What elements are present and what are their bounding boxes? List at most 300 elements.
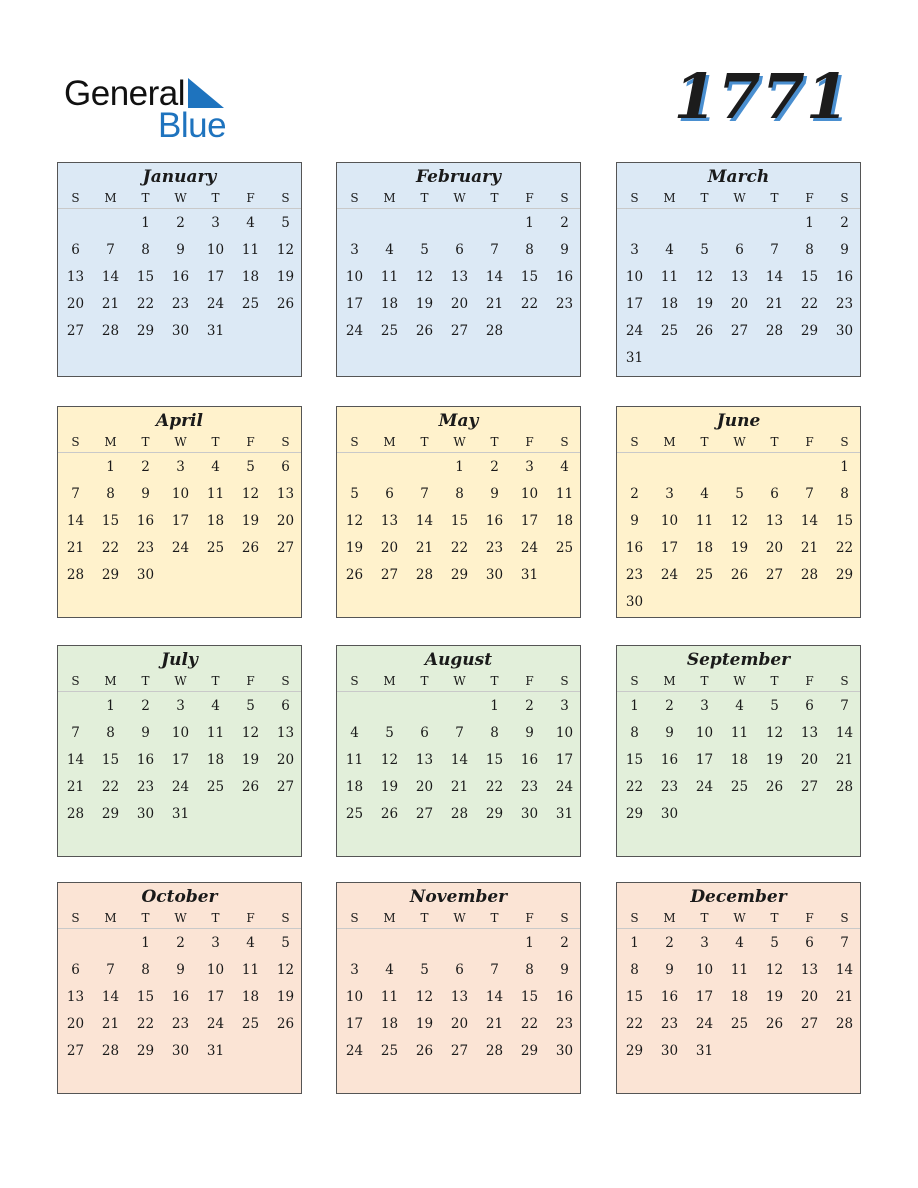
empty-cell	[442, 210, 477, 237]
day-cell: 3	[665, 486, 674, 502]
weekday-label: W	[174, 674, 187, 688]
day-cell: 19	[730, 540, 749, 556]
day-cell: 18	[206, 752, 225, 768]
day-cell: 8	[141, 242, 150, 258]
day-cell: 15	[800, 269, 819, 285]
weekday-label: T	[420, 674, 429, 688]
day-cell: 10	[206, 242, 225, 258]
day-cell: 18	[241, 989, 260, 1005]
day-cell: 26	[241, 540, 260, 556]
weekday-label: S	[560, 911, 569, 925]
day-cell: 24	[345, 1043, 364, 1059]
day-cell: 25	[241, 296, 260, 312]
day-cell: 16	[835, 269, 854, 285]
day-cell: 30	[171, 323, 190, 339]
day-cell: 11	[730, 962, 749, 978]
day-cell: 12	[380, 752, 399, 768]
day-cell: 14	[835, 725, 854, 741]
empty-cell	[58, 210, 93, 237]
day-cell: 29	[800, 323, 819, 339]
day-cell: 23	[625, 567, 644, 583]
weekday-label: T	[420, 435, 429, 449]
weekday-header	[58, 909, 301, 929]
weekday-label: F	[525, 674, 534, 688]
day-cell: 25	[380, 323, 399, 339]
day-cell: 4	[211, 459, 220, 475]
weekday-label: T	[700, 674, 709, 688]
day-cell: 4	[665, 242, 674, 258]
weekday-label: S	[281, 435, 290, 449]
day-grid	[58, 692, 301, 828]
day-cell: 9	[141, 486, 150, 502]
month-january	[57, 162, 302, 377]
day-cell: 5	[700, 242, 709, 258]
empty-cell	[337, 454, 372, 481]
weekday-label: T	[211, 191, 220, 205]
day-cell: 28	[450, 806, 469, 822]
day-cell: 24	[695, 1016, 714, 1032]
logo-triangle-icon	[188, 78, 224, 108]
day-cell: 4	[735, 698, 744, 714]
month-february	[336, 162, 581, 377]
day-cell: 1	[106, 698, 115, 714]
day-cell: 17	[695, 989, 714, 1005]
day-grid	[337, 692, 580, 828]
day-cell: 17	[555, 752, 574, 768]
day-cell: 25	[345, 806, 364, 822]
logo-general-text: General	[64, 74, 186, 113]
weekday-label: F	[246, 435, 255, 449]
day-cell: 16	[555, 269, 574, 285]
day-cell: 2	[525, 698, 534, 714]
day-cell: 21	[66, 779, 85, 795]
day-cell: 13	[450, 989, 469, 1005]
day-cell: 4	[211, 698, 220, 714]
day-cell: 6	[281, 698, 290, 714]
weekday-label: F	[805, 435, 814, 449]
weekday-label: T	[490, 674, 499, 688]
weekday-label: F	[525, 911, 534, 925]
weekday-label: T	[211, 911, 220, 925]
empty-cell	[792, 454, 827, 481]
day-cell: 13	[800, 962, 819, 978]
day-cell: 7	[840, 935, 849, 951]
empty-cell	[407, 454, 442, 481]
day-cell: 18	[345, 779, 364, 795]
weekday-label: T	[420, 191, 429, 205]
empty-cell	[407, 930, 442, 957]
day-cell: 17	[695, 752, 714, 768]
day-cell: 31	[555, 806, 574, 822]
weekday-label: S	[350, 911, 359, 925]
day-cell: 21	[450, 779, 469, 795]
day-cell: 7	[106, 242, 115, 258]
day-cell: 7	[490, 242, 499, 258]
day-cell: 18	[730, 989, 749, 1005]
day-cell: 4	[350, 725, 359, 741]
day-cell: 14	[485, 989, 504, 1005]
day-cell: 18	[730, 752, 749, 768]
empty-cell	[93, 210, 128, 237]
day-cell: 5	[420, 242, 429, 258]
day-cell: 12	[730, 513, 749, 529]
day-cell: 25	[555, 540, 574, 556]
day-cell: 8	[525, 962, 534, 978]
day-cell: 14	[101, 989, 120, 1005]
day-cell: 24	[171, 540, 190, 556]
day-cell: 22	[450, 540, 469, 556]
weekday-label: W	[174, 911, 187, 925]
day-cell: 5	[770, 935, 779, 951]
day-cell: 24	[625, 323, 644, 339]
day-cell: 7	[490, 962, 499, 978]
day-cell: 7	[805, 486, 814, 502]
day-cell: 12	[276, 242, 295, 258]
day-cell: 3	[700, 935, 709, 951]
empty-cell	[407, 693, 442, 720]
day-cell: 12	[765, 962, 784, 978]
day-cell: 8	[490, 725, 499, 741]
weekday-label: S	[71, 674, 80, 688]
day-cell: 31	[171, 806, 190, 822]
day-cell: 31	[206, 323, 225, 339]
weekday-header	[58, 189, 301, 209]
day-cell: 10	[206, 962, 225, 978]
day-cell: 22	[136, 296, 155, 312]
day-cell: 18	[555, 513, 574, 529]
day-cell: 27	[276, 779, 295, 795]
day-cell: 13	[800, 725, 819, 741]
day-cell: 26	[345, 567, 364, 583]
day-cell: 9	[560, 962, 569, 978]
day-cell: 30	[136, 806, 155, 822]
month-name: December	[690, 887, 787, 907]
day-cell: 14	[66, 752, 85, 768]
day-cell: 23	[171, 1016, 190, 1032]
empty-cell	[652, 210, 687, 237]
weekday-label: M	[104, 911, 117, 925]
weekday-label: F	[805, 911, 814, 925]
day-cell: 6	[281, 459, 290, 475]
month-name: May	[438, 411, 479, 431]
day-cell: 27	[66, 1043, 85, 1059]
empty-cell	[442, 930, 477, 957]
day-cell: 6	[385, 486, 394, 502]
day-cell: 19	[241, 513, 260, 529]
day-cell: 8	[630, 725, 639, 741]
day-cell: 30	[625, 594, 644, 610]
day-cell: 21	[800, 540, 819, 556]
day-cell: 22	[101, 540, 120, 556]
day-cell: 13	[66, 269, 85, 285]
day-cell: 17	[171, 513, 190, 529]
day-cell: 23	[555, 1016, 574, 1032]
day-cell: 27	[276, 540, 295, 556]
day-cell: 8	[455, 486, 464, 502]
day-cell: 14	[415, 513, 434, 529]
day-cell: 28	[485, 1043, 504, 1059]
day-cell: 9	[665, 962, 674, 978]
day-cell: 3	[525, 459, 534, 475]
day-cell: 27	[66, 323, 85, 339]
weekday-label: S	[281, 911, 290, 925]
month-name: July	[161, 650, 198, 670]
day-cell: 16	[136, 513, 155, 529]
day-cell: 26	[730, 567, 749, 583]
day-cell: 28	[835, 1016, 854, 1032]
day-cell: 9	[840, 242, 849, 258]
empty-cell	[58, 930, 93, 957]
weekday-label: T	[770, 191, 779, 205]
day-cell: 1	[141, 215, 150, 231]
day-cell: 29	[101, 567, 120, 583]
day-cell: 12	[415, 989, 434, 1005]
month-name: November	[409, 887, 508, 907]
day-cell: 4	[735, 935, 744, 951]
month-march	[616, 162, 861, 377]
day-cell: 9	[630, 513, 639, 529]
day-cell: 19	[241, 752, 260, 768]
day-cell: 4	[246, 215, 255, 231]
day-cell: 11	[555, 486, 574, 502]
weekday-label: S	[281, 191, 290, 205]
day-cell: 15	[136, 989, 155, 1005]
day-cell: 15	[835, 513, 854, 529]
weekday-label: F	[805, 674, 814, 688]
day-cell: 2	[490, 459, 499, 475]
day-cell: 25	[695, 567, 714, 583]
day-cell: 25	[241, 1016, 260, 1032]
weekday-label: T	[770, 674, 779, 688]
empty-cell	[372, 454, 407, 481]
weekday-label: S	[630, 191, 639, 205]
day-cell: 1	[141, 935, 150, 951]
day-cell: 22	[485, 779, 504, 795]
day-cell: 23	[136, 540, 155, 556]
empty-cell	[477, 210, 512, 237]
month-name: March	[707, 167, 770, 187]
day-cell: 26	[276, 1016, 295, 1032]
day-cell: 9	[176, 962, 185, 978]
day-cell: 28	[66, 806, 85, 822]
empty-cell	[93, 930, 128, 957]
month-may	[336, 406, 581, 618]
day-cell: 4	[385, 242, 394, 258]
day-cell: 17	[345, 1016, 364, 1032]
day-cell: 30	[485, 567, 504, 583]
empty-cell	[617, 454, 652, 481]
day-cell: 11	[206, 486, 225, 502]
weekday-label: S	[281, 674, 290, 688]
day-cell: 16	[520, 752, 539, 768]
day-cell: 3	[211, 215, 220, 231]
day-cell: 21	[835, 989, 854, 1005]
day-cell: 29	[835, 567, 854, 583]
day-cell: 19	[765, 752, 784, 768]
day-cell: 12	[765, 725, 784, 741]
weekday-label: T	[141, 674, 150, 688]
weekday-label: W	[453, 674, 466, 688]
general-blue-logo	[64, 74, 234, 144]
day-cell: 8	[141, 962, 150, 978]
weekday-label: S	[71, 191, 80, 205]
empty-cell	[757, 454, 792, 481]
day-cell: 28	[415, 567, 434, 583]
day-cell: 12	[695, 269, 714, 285]
day-cell: 7	[840, 698, 849, 714]
day-cell: 1	[805, 215, 814, 231]
weekday-label: W	[733, 911, 746, 925]
day-cell: 6	[735, 242, 744, 258]
day-cell: 1	[525, 935, 534, 951]
day-cell: 5	[281, 935, 290, 951]
day-grid	[337, 929, 580, 1065]
month-july	[57, 645, 302, 857]
day-cell: 26	[765, 779, 784, 795]
weekday-label: T	[211, 674, 220, 688]
day-cell: 25	[206, 779, 225, 795]
day-cell: 28	[101, 1043, 120, 1059]
day-cell: 27	[450, 1043, 469, 1059]
weekday-label: M	[663, 674, 676, 688]
day-cell: 16	[660, 752, 679, 768]
month-name: April	[156, 411, 203, 431]
day-cell: 20	[66, 296, 85, 312]
day-cell: 11	[380, 989, 399, 1005]
day-cell: 24	[345, 323, 364, 339]
weekday-header	[337, 909, 580, 929]
day-cell: 16	[625, 540, 644, 556]
day-cell: 24	[555, 779, 574, 795]
weekday-label: S	[630, 435, 639, 449]
empty-cell	[652, 454, 687, 481]
weekday-label: W	[453, 191, 466, 205]
day-cell: 9	[665, 725, 674, 741]
day-cell: 7	[455, 725, 464, 741]
day-cell: 29	[136, 1043, 155, 1059]
day-cell: 27	[800, 1016, 819, 1032]
day-cell: 2	[840, 215, 849, 231]
day-cell: 28	[800, 567, 819, 583]
empty-cell	[442, 693, 477, 720]
month-november	[336, 882, 581, 1094]
day-cell: 13	[380, 513, 399, 529]
day-cell: 21	[66, 540, 85, 556]
day-cell: 24	[171, 779, 190, 795]
day-cell: 16	[660, 989, 679, 1005]
day-cell: 9	[490, 486, 499, 502]
weekday-label: F	[246, 191, 255, 205]
day-cell: 19	[276, 989, 295, 1005]
day-cell: 3	[176, 459, 185, 475]
day-cell: 24	[206, 296, 225, 312]
empty-cell	[687, 210, 722, 237]
day-cell: 17	[206, 269, 225, 285]
day-cell: 26	[415, 1043, 434, 1059]
empty-cell	[337, 930, 372, 957]
day-cell: 1	[525, 215, 534, 231]
day-cell: 4	[700, 486, 709, 502]
weekday-label: F	[246, 911, 255, 925]
day-cell: 31	[520, 567, 539, 583]
day-cell: 19	[380, 779, 399, 795]
day-cell: 14	[450, 752, 469, 768]
weekday-header	[617, 909, 860, 929]
weekday-label: W	[174, 191, 187, 205]
day-cell: 12	[241, 725, 260, 741]
day-cell: 1	[840, 459, 849, 475]
day-cell: 12	[276, 962, 295, 978]
day-cell: 29	[450, 567, 469, 583]
day-cell: 6	[420, 725, 429, 741]
weekday-label: S	[560, 191, 569, 205]
month-name: October	[141, 887, 218, 907]
day-cell: 26	[695, 323, 714, 339]
weekday-label: S	[71, 435, 80, 449]
day-cell: 19	[345, 540, 364, 556]
weekday-label: T	[700, 911, 709, 925]
day-cell: 7	[420, 486, 429, 502]
day-cell: 16	[555, 989, 574, 1005]
day-cell: 27	[765, 567, 784, 583]
day-cell: 26	[241, 779, 260, 795]
day-cell: 2	[560, 935, 569, 951]
day-cell: 1	[490, 698, 499, 714]
weekday-label: W	[174, 435, 187, 449]
month-october	[57, 882, 302, 1094]
day-cell: 18	[660, 296, 679, 312]
day-cell: 19	[415, 296, 434, 312]
weekday-header	[337, 672, 580, 692]
day-cell: 24	[695, 779, 714, 795]
day-cell: 13	[276, 486, 295, 502]
day-cell: 16	[171, 269, 190, 285]
day-cell: 9	[560, 242, 569, 258]
day-cell: 3	[560, 698, 569, 714]
day-cell: 29	[625, 806, 644, 822]
day-cell: 14	[765, 269, 784, 285]
weekday-label: S	[840, 191, 849, 205]
day-cell: 13	[66, 989, 85, 1005]
day-cell: 8	[630, 962, 639, 978]
day-cell: 15	[101, 513, 120, 529]
day-cell: 2	[665, 935, 674, 951]
day-cell: 15	[485, 752, 504, 768]
day-grid	[617, 209, 860, 372]
day-cell: 25	[730, 779, 749, 795]
empty-cell	[337, 210, 372, 237]
day-cell: 22	[835, 540, 854, 556]
day-cell: 24	[206, 1016, 225, 1032]
weekday-label: S	[840, 674, 849, 688]
day-cell: 26	[415, 323, 434, 339]
day-cell: 22	[520, 1016, 539, 1032]
day-cell: 26	[765, 1016, 784, 1032]
weekday-label: M	[383, 435, 396, 449]
month-name: February	[415, 167, 501, 187]
day-cell: 5	[246, 459, 255, 475]
weekday-label: M	[663, 435, 676, 449]
day-cell: 20	[450, 1016, 469, 1032]
month-name: August	[424, 650, 493, 670]
weekday-label: S	[560, 674, 569, 688]
day-cell: 11	[241, 242, 260, 258]
weekday-label: S	[560, 435, 569, 449]
weekday-label: M	[383, 674, 396, 688]
month-august	[336, 645, 581, 857]
day-cell: 30	[660, 806, 679, 822]
day-cell: 11	[206, 725, 225, 741]
